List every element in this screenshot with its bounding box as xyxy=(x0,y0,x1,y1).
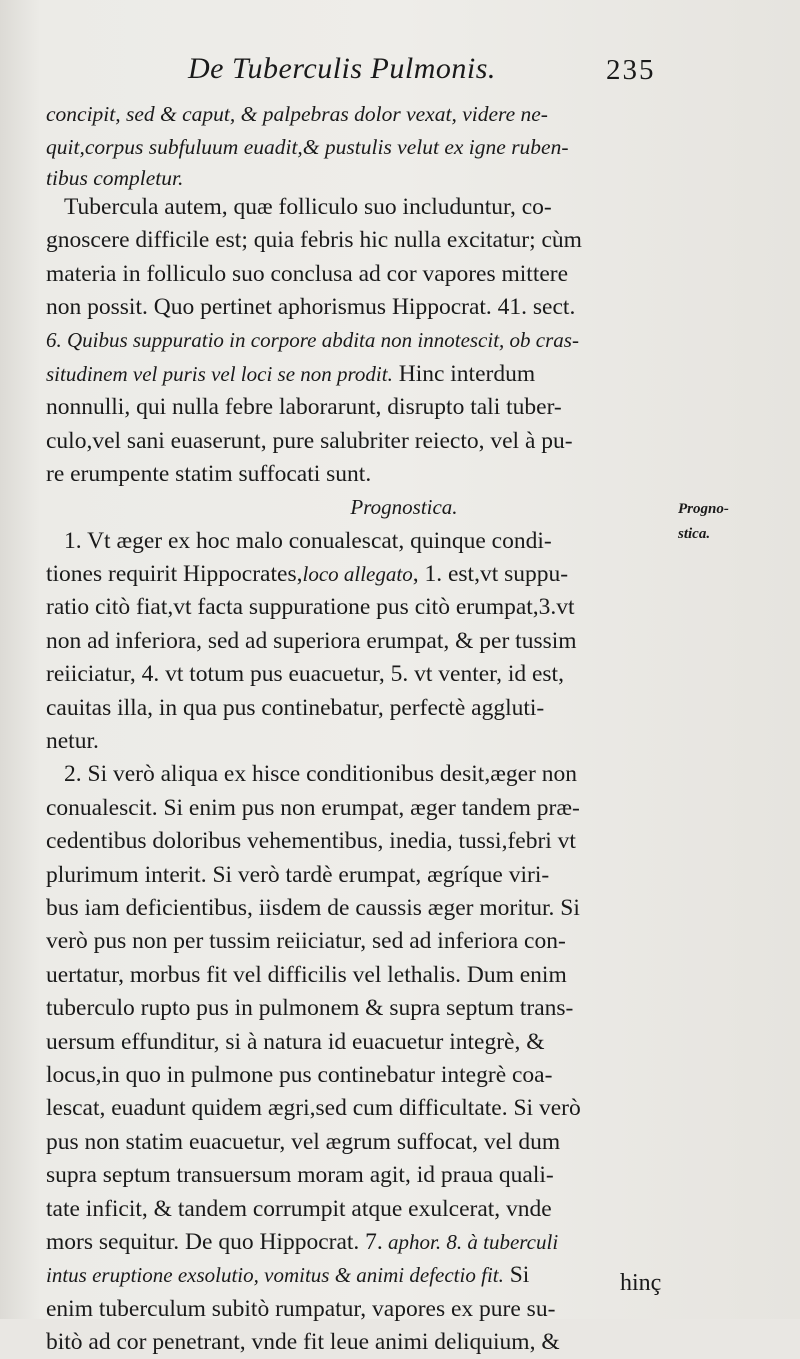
running-title: De Tuberculis Pulmonis. xyxy=(188,52,496,85)
text-line: gnoscere difficile est; quia febris hic nulla excitatur; cùm xyxy=(46,227,582,254)
plain-segment: Si xyxy=(503,1262,530,1289)
plain-segment: , 1. est,vt suppu- xyxy=(412,561,569,588)
text-line: quit,corpus subfuluum euadit,& pustulis velut ex igne ruben- xyxy=(46,135,569,160)
text-line: plurimum interit. Si verò tardè erumpat, ægríque viri- xyxy=(46,861,550,888)
text-line: conualescit. Si enim pus non erumpat, æger tandem præ- xyxy=(46,794,580,821)
text-line: verò pus non per tussim reiiciatur, sed ad inferiora con- xyxy=(46,928,566,955)
margin-note xyxy=(678,497,778,547)
text-line: re erumpente statim suffocati sunt. xyxy=(46,460,372,487)
text-line: Tubercula autem, quæ folliculo suo includuntur, co- xyxy=(64,193,552,220)
plain-segment: Hinc interdum xyxy=(392,360,536,387)
text-line: bitò ad cor penetrant, vnde fit leue animi deliquium, & xyxy=(46,1329,560,1356)
italic-segment: intus eruptione exsolutio, vomitus & animi defectio fit. xyxy=(46,1263,504,1288)
text-line: cedentibus doloribus vehementibus, inedia, tussi,febri vt xyxy=(46,828,576,855)
text-line: enim tuberculum subitò rumpatur, vapores ex pure su- xyxy=(46,1295,556,1322)
text-line: materia in folliculo suo conclusa ad cor vapores mittere xyxy=(46,260,569,287)
italic-segment: 6. Quibus suppuratio in corpore abdita non innotescit, ob cras- xyxy=(46,328,579,353)
text-line: tate inficit, & tandem corrumpit atque exulcerat, vnde xyxy=(46,1195,552,1222)
text-line: nonnulli, qui nulla febre laborarunt, disrupto tali tuber- xyxy=(46,394,562,421)
body-text xyxy=(46,98,672,1359)
page-header xyxy=(0,52,800,98)
plain-segment: tiones requirit Hippocrates, xyxy=(46,561,303,588)
plain-segment: mors sequitur. De quo Hippocrat. 7. xyxy=(46,1228,383,1255)
text-line xyxy=(46,358,672,391)
text-line: uertatur, morbus fit vel difficilis vel lethalis. Dum enim xyxy=(46,961,567,988)
text-line xyxy=(46,558,672,591)
text-line: 2. Si verò aliqua ex hisce conditionibus desit,æger non xyxy=(64,761,577,788)
text-line: Prognostica. xyxy=(350,495,458,520)
margin-note-line: stica. xyxy=(678,526,711,542)
text-line: non possit. Quo pertinet aphorismus Hippocrat. 41. sect. xyxy=(46,293,576,320)
text-line: bus iam deficientibus, iisdem de caussis æger moritur. Si xyxy=(46,894,580,921)
text-line: tuberculo rupto pus in pulmonem & supra septum trans- xyxy=(46,995,574,1022)
italic-segment: loco allegato xyxy=(302,562,413,587)
text-line: uersum effunditur, si à natura id euacuetur integrè, & xyxy=(46,1028,545,1055)
margin-note-line: Progno- xyxy=(678,501,729,517)
text-line: 1. Vt æger ex hoc malo conualescat, quinque condi- xyxy=(64,527,552,554)
text-line: ratio citò fiat,vt facta suppuratione pus citò erumpat,3.vt xyxy=(46,594,575,621)
text-line: locus,in quo in pulmone pus continebatur integrè coa- xyxy=(46,1061,553,1088)
text-line: supra septum transuersum moram agit, id praua quali- xyxy=(46,1162,554,1189)
text-line: reiiciatur, 4. vt totum pus euacuetur, 5. vt venter, id est, xyxy=(46,661,564,688)
text-line xyxy=(46,1259,672,1292)
text-line xyxy=(46,324,672,357)
text-line: lescat, euadunt quidem ægri,sed cum difficultate. Si verò xyxy=(46,1095,581,1122)
text-line: cauitas illa, in qua pus continebatur, perfectè aggluti- xyxy=(46,694,545,721)
catchword: hinç xyxy=(620,1270,662,1296)
text-line: netur. xyxy=(46,728,99,755)
text-line: pus non statim euacuetur, vel ægrum suffocat, vel dum xyxy=(46,1128,561,1155)
text-line: culo,vel sani euaserunt, pure salubriter reiecto, vel à pu- xyxy=(46,427,573,454)
text-line: concipit, sed & caput, & palpebras dolor vexat, videre ne- xyxy=(46,102,548,126)
text-line: non ad inferiora, sed ad superiora erumpat, & per tussim xyxy=(46,627,577,654)
italic-segment: situdinem vel puris vel loci se non prodit. xyxy=(46,361,393,386)
italic-segment: aphor. 8. à tuberculi xyxy=(382,1229,559,1254)
text-line: tibus completur. xyxy=(46,165,184,190)
page-number: 235 xyxy=(606,54,656,86)
text-line xyxy=(46,1226,672,1259)
